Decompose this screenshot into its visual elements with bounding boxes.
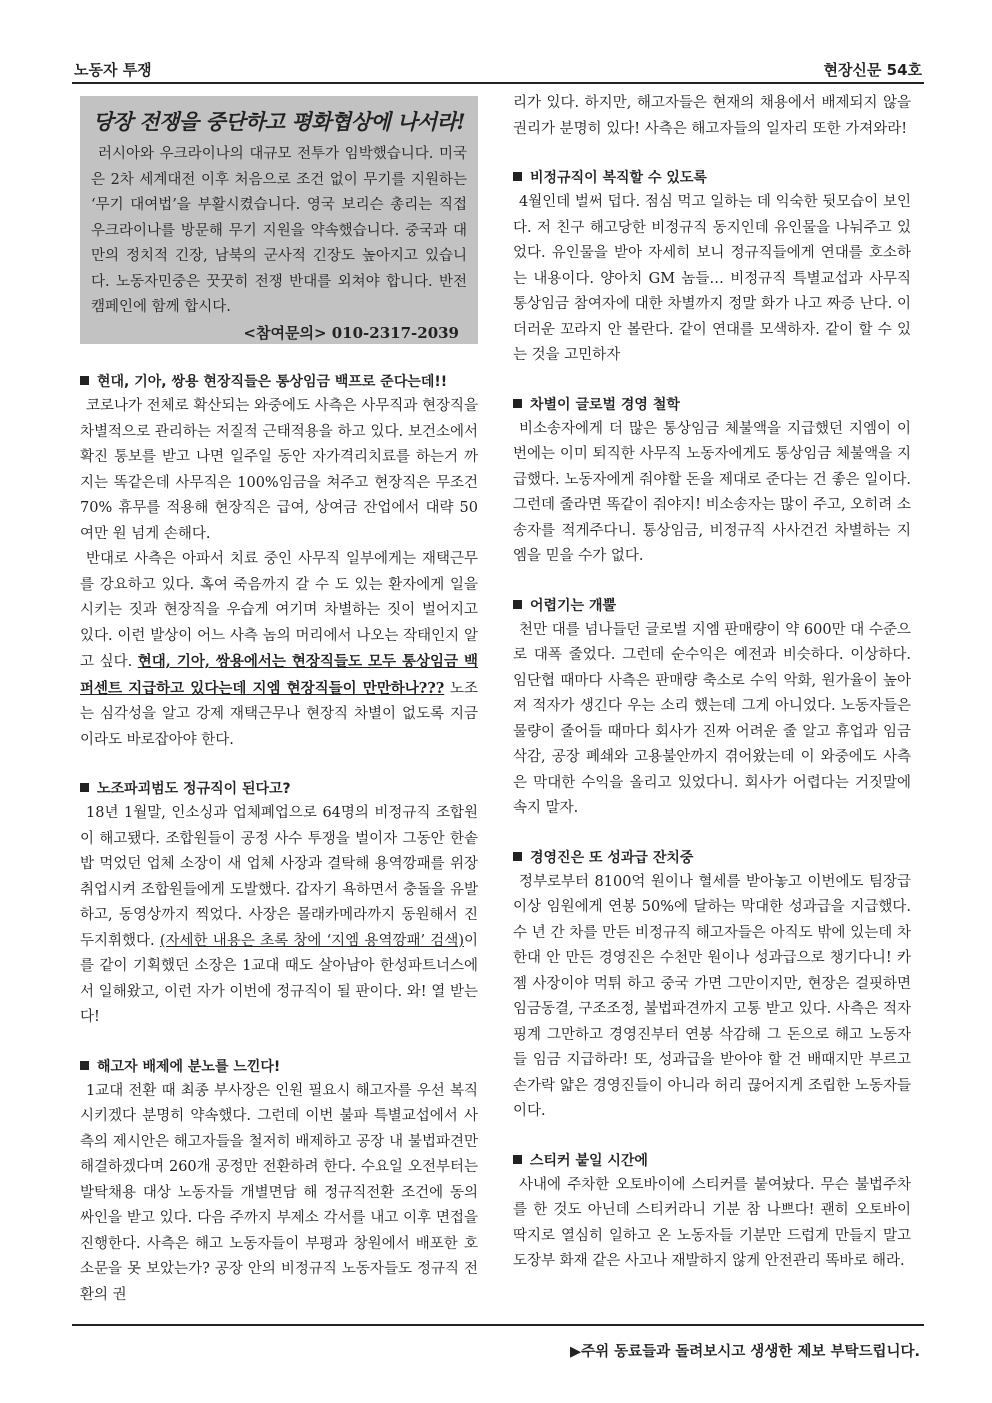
notice-title: 당장 전쟁을 중단하고 평화협상에 나서라! — [92, 109, 466, 134]
bullet-square-icon — [513, 172, 522, 181]
bullet-square-icon — [513, 1155, 522, 1164]
article-paragraph: 리가 있다. 하지만, 해고자들은 현재의 채용에서 배제되지 않을 권리가 분명히 있다! 사측은 해고자들의 일자리 또한 가져와라! — [513, 95, 911, 137]
article-heading: 비정규직이 복직할 수 있도록 — [530, 170, 707, 186]
article-heading: 스티커 붙일 시간에 — [530, 1152, 648, 1169]
issue-number: 현장신문 54호 — [823, 61, 922, 79]
article-text: 노조는 심각성을 알고 강제 재택근무나 현장직 차별이 없도록 지금이라도 바로잡아야 한다. — [80, 680, 479, 748]
article-section — [513, 846, 911, 1125]
article-paragraph: 1교대 전환 때 최종 부사장은 인원 필요시 해고자를 우선 복직시키겠다 분명히 약속했다. 그런데 이번 불파 특별교섭에서 사측의 제시안은 해고자들을 철저히 배제하고 공장 내 불법파견만 해결하겠다며 260개 공정만 전환하려 한다. 수요일 오전부터는 발탁채용 대상 노동자들 개별면담 해 정규직전환 조건에 동의 싸인을 받고 있다. 다음 주까지 부제소 각서를 내고 이후 면접을 진행한다. 사측은 해고 노동자들이 부평과 창원에서 배포한 호소문을 못 보았는가? 공장 안의 비정규직 노동자들도 정규직 전환의 권 — [80, 1082, 478, 1303]
article-section — [513, 166, 911, 369]
bullet-square-icon — [513, 600, 522, 609]
article-paragraph — [80, 801, 478, 1031]
article-paragraph — [80, 547, 478, 753]
article-heading: 경영진은 또 성과급 잔치중 — [530, 849, 694, 866]
bullet-square-icon — [80, 1061, 89, 1070]
article-paragraph: 정부로부터 8100억 원이나 혈세를 받아놓고 이번에도 팀장급 이상 임원에게 연봉 50%에 달하는 막대한 성과급을 지급했다. 수 년 간 차를 만든 비정규직 해고자들은 아직도 밖에 있는데 차 한대 안 만든 경영진은 수천만 원이나 성과급으로 챙기다니! 카젬 사장이야 먹튀 하고 중국 가면 그만이지만, 현장은 걸핏하면 임금동결, 구조조정, 불법파견까지 고통 받고 있다. 사측은 적자 핑계 그만하고 경영진부터 연봉 삭감해 그 돈으로 해고 노동자들 임금 지급하라! 또, 성과급을 받아야 할 건 배때지만 부르고 손가락 얇은 경영진들이 아니라 허리 끊어지게 조립한 노동자들이다. — [513, 873, 911, 1119]
footer-rule — [72, 1324, 924, 1326]
article-heading: 현대, 기아, 쌍용 현장직들은 통상임금 백프로 준다는데!! — [97, 374, 448, 390]
bullet-square-icon — [513, 852, 522, 861]
article-section — [513, 594, 911, 822]
notice-box — [80, 96, 478, 344]
article-section — [513, 1149, 911, 1275]
notice-contact: <참여문의> 010-2317-2039 — [243, 323, 459, 342]
publisher-name: 노동자 투쟁 — [74, 61, 152, 79]
article-paragraph: 비소송자에게 더 많은 통상임금 체불액을 지급했던 지엠이 이번에는 이미 퇴직한 사무직 노동자에게도 통상임금 체불액을 지급했다. 노동자에게 줘야할 돈을 제대로 준다는 건 좋은 일이다. 그런데 줄라면 똑같이 줘야지! 비소송자는 많이 주고, 오히려 소송자를 적게주다니. 통상임금, 비정규직 사사건건 차별하는 지엠을 믿을 수가 없다. — [513, 420, 911, 564]
article-section — [513, 393, 911, 570]
article-continuation — [513, 91, 911, 142]
right-column — [513, 90, 911, 1275]
article-section — [80, 777, 478, 1031]
article-paragraph: 코로나가 전체로 확산되는 와중에도 사측은 사무직과 현장직을 차별적으로 관리하는 저질적 근태적용을 하고 있다. 보건소에서 확진 통보를 받고 나면 일주일 동안 자가격리치료를 하는거 까지는 똑같은데 사무직은 100%임금을 쳐주고 현장직은 무조건 70% 휴무를 적용해 현장직은 급여, 상여금 잔업에서 대략 50여만 원 넘게 손해다. — [80, 398, 478, 542]
page-header — [72, 56, 924, 80]
header-rule — [72, 82, 924, 84]
search-hint-text: (자세한 내용은 초록 창에 ‘지엠 용역깡패’ 검색) — [159, 932, 464, 949]
article-paragraph: 천만 대를 넘나들던 글로벌 지엠 판매량이 약 600만 대 수준으로 대폭 줄었다. 그런데 순수익은 예전과 비슷하다. 이상하다. 임단협 때마다 사측은 판매량 축소로 수익 악화, 원가율이 높아져 적자가 생긴다 우는 소리 했는데 그게 아니었다. 노동자들은 물량이 줄어들 때마다 회사가 진짜 어려운 줄 알고 휴업과 임금 삭감, 공장 폐쇄와 고용불안까지 겪어왔는데 이 와중에도 사측은 막대한 수익을 올리고 있었다니. 회사가 어렵다는 거짓말에 속지 말자. — [513, 621, 911, 816]
footer-note: ▶주위 동료들과 돌려보시고 생생한 제보 부탁드립니다. — [569, 1344, 920, 1360]
article-paragraph: 사내에 주차한 오토바이에 스티커를 붙여놨다. 무슨 불법주차를 한 것도 아닌데 스티커라니 기분 참 나쁘다! 괜히 오토바이 딱지로 열심히 일하고 온 노동자들 기분만 드럽게 만들지 말고 도장부 화재 같은 사고나 재발하지 않게 안전관리 똑바로 해라. — [513, 1176, 911, 1269]
article-paragraph: 4월인데 벌써 덥다. 점심 먹고 일하는 데 익숙한 뒷모습이 보인다. 저 친구 해고당한 비정규직 동지인데 유인물을 나눠주고 있었다. 유인물을 받아 자세히 보니 정규직들에게 연대를 호소하는 내용이다. 양아치 GM 놈들… 비정규직 특별교섭과 사무직 통상임금 참여자에 대한 차별까지 정말 화가 나고 짜증 난다. 이 더러운 꼬라지 안 볼란다. 같이 연대를 모색하자. 같이 할 수 있는 것을 고민하자 — [513, 194, 911, 363]
bullet-square-icon — [80, 376, 89, 385]
article-text: 이를 같이 기획했던 소장은 1교대 때도 살아남아 한성파트너스에서 일해왔고, 이런 자가 이번에 정규직이 될 판이다. 와! 열 받는다! — [80, 932, 478, 1025]
emphasis-text: 현대, 기아, 쌍용에서는 현장직들도 모두 통상임금 백퍼센트 지급하고 있다는데 지엠 현장직들이 만만하나??? — [80, 653, 479, 697]
article-section — [80, 1055, 478, 1309]
bullet-square-icon — [513, 399, 522, 408]
notice-body: 러시아와 우크라이나의 대규모 전투가 임박했습니다. 미국은 2차 세계대전 이후 처음으로 조건 없이 무기를 지원하는 ‘무기 대여법’을 부활시켰습니다. 영국 보리슨 총리는 직접 우크라이나를 방문해 무기 지원을 약속했습니다. 중국과 대만의 정치적 긴장, 남북의 군사적 긴장도 높아지고 있습니다. 노동자민중은 꿋꿋히 전쟁 반대를 외쳐야 합니다. 반전 캠페인에 함께 합시다. — [91, 146, 467, 315]
article-heading: 노조파괴범도 정규직이 된다고? — [97, 781, 291, 797]
article-heading: 차별이 글로벌 경영 철학 — [530, 396, 680, 413]
article-heading: 해고자 배제에 분노를 느낀다! — [97, 1058, 281, 1075]
bullet-square-icon — [80, 783, 89, 792]
article-text: 반대로 사측은 아파서 치료 중인 사무직 일부에게는 재택근무를 강요하고 있다. 혹여 죽음까지 갈 수 도 있는 환자에게 일을 시키는 짓과 현장직을 우습게 여기며 차별하는 짓이 벌어지고 있다. 이런 발상이 어느 사측 놈의 머리에서 나오는 작태인지 알고 싶다. — [80, 551, 478, 670]
left-column — [80, 90, 478, 1308]
article-text: 18년 1월말, 인소싱과 업체폐업으로 64명의 비정규직 조합원이 해고됐다. 조합원들이 공정 사수 투쟁을 벌이자 그동안 한솥밥 먹었던 업체 소장이 새 업체 사장과 결탁해 용역깡패를 위장취업시켜 조합원들에게 도발했다. 갑자기 욕하면서 충돌을 유발하고, 동영상까지 찍었다. 사장은 몰래카메라까지 동원해서 진두지휘했다. — [80, 805, 478, 949]
article-heading: 어렵기는 개뿔 — [530, 597, 617, 614]
article-section — [80, 370, 478, 753]
